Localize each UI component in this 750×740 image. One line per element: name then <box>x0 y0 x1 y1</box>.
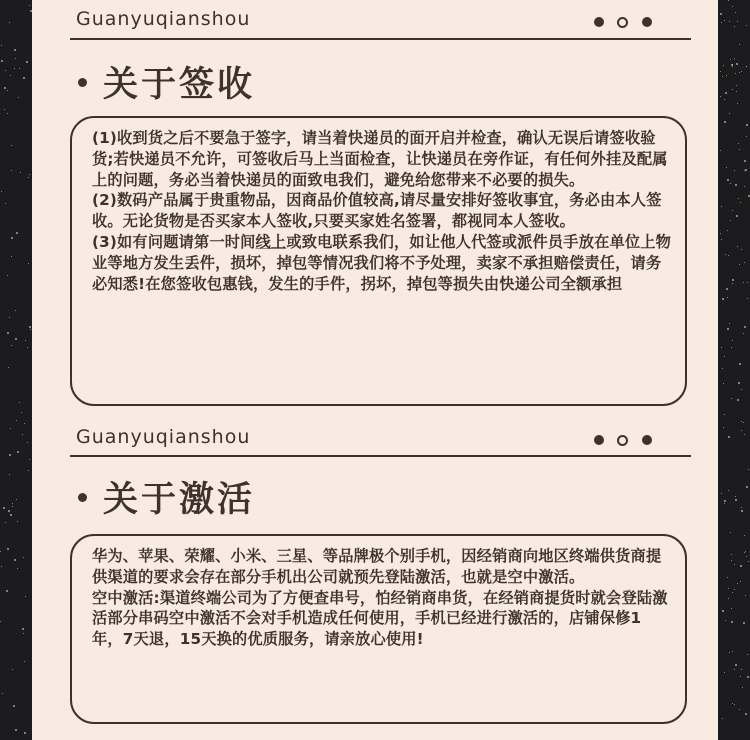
star-speck <box>16 420 17 421</box>
star-speck <box>11 345 12 346</box>
star-speck <box>28 263 29 264</box>
star-speck <box>738 198 739 199</box>
star-speck <box>17 451 19 453</box>
star-speck <box>13 705 15 707</box>
star-speck <box>731 347 732 348</box>
star-speck <box>732 89 733 90</box>
star-speck <box>11 145 12 146</box>
star-speck <box>24 732 26 734</box>
star-speck <box>734 669 735 670</box>
star-speck <box>720 233 721 234</box>
star-speck <box>11 256 12 257</box>
star-speck <box>736 63 738 65</box>
brand-label: Guanyuqianshou <box>76 426 251 448</box>
star-speck <box>747 654 748 655</box>
star-speck <box>747 282 748 283</box>
star-speck <box>741 430 742 431</box>
star-speck <box>1 45 2 46</box>
star-speck <box>724 414 725 415</box>
star-speck <box>7 275 8 276</box>
star-speck <box>24 661 25 662</box>
star-speck <box>6 590 8 592</box>
star-speck <box>26 61 28 63</box>
star-speck <box>748 195 750 197</box>
dots-decoration <box>594 434 656 448</box>
star-speck <box>739 363 741 365</box>
star-speck <box>11 170 12 171</box>
star-speck <box>734 704 735 705</box>
star-speck <box>722 718 723 719</box>
star-speck <box>720 13 722 15</box>
star-speck <box>747 298 748 299</box>
star-speck <box>10 75 11 76</box>
paragraph: (1)收到货之后不要急于签字，请当着快递员的面开启并检查，确认无误后请签收验货;若快递员不允许，可签收后马上当面检查，让快递员在旁作证，有任何外挂及配属上的问题，务必当着快递员的面致电我们，避免给您带来不必要的损失。 <box>92 129 668 189</box>
star-speck <box>741 389 742 390</box>
star-speck <box>726 288 728 290</box>
star-speck <box>731 554 732 555</box>
star-speck <box>4 87 6 89</box>
star-speck <box>15 729 17 731</box>
star-speck <box>739 709 740 710</box>
star-speck <box>748 561 749 562</box>
star-speck <box>743 282 744 283</box>
star-speck <box>739 264 740 265</box>
star-speck <box>722 298 724 300</box>
star-speck <box>22 628 24 630</box>
star-speck <box>745 713 747 715</box>
star-speck <box>30 329 31 330</box>
star-speck <box>729 113 730 114</box>
star-speck <box>744 535 745 536</box>
star-speck <box>736 91 737 92</box>
star-speck <box>746 556 747 557</box>
star-speck <box>14 68 15 69</box>
star-speck <box>24 423 25 424</box>
star-speck <box>9 474 10 475</box>
star-speck <box>9 317 10 318</box>
star-speck <box>15 310 16 311</box>
star-speck <box>23 557 24 558</box>
signing-text-box <box>70 116 687 406</box>
star-speck <box>741 507 742 508</box>
star-speck <box>735 184 737 186</box>
star-speck <box>744 186 745 187</box>
star-speck <box>18 97 19 98</box>
star-speck <box>737 246 738 247</box>
star-speck <box>727 179 729 181</box>
star-speck <box>744 160 746 162</box>
dot-icon <box>594 435 604 445</box>
star-speck <box>720 96 721 97</box>
divider <box>70 455 691 457</box>
star-speck <box>732 592 733 593</box>
star-speck <box>1 191 2 192</box>
star-speck <box>16 499 17 500</box>
star-speck <box>730 532 731 533</box>
star-speck <box>745 595 746 596</box>
star-speck <box>740 202 741 203</box>
star-speck <box>7 332 9 334</box>
star-speck <box>737 21 738 22</box>
paragraph: (2)数码产品属于贵重物品，因商品价值较高,请尽量安排好签收事宜，务必由本人签收。无论货物是否买家本人签收,只要买家姓名签署，都视同本人签收。 <box>92 191 662 231</box>
star-speck <box>27 347 28 348</box>
star-speck <box>728 588 729 589</box>
paragraph: 华为、苹果、荣耀、小米、三星、等品牌极个别手机，因经销商向地区终端供货商提供渠道的要求会存在部分手机出公司就预先登陆激活，也就是空中激活。 <box>92 547 662 586</box>
star-speck <box>726 75 727 76</box>
star-speck <box>12 669 13 670</box>
star-speck <box>721 206 722 207</box>
star-speck <box>9 22 10 23</box>
dot-icon <box>594 17 604 27</box>
star-speck <box>730 220 731 221</box>
star-speck <box>725 92 727 94</box>
star-speck <box>743 422 744 423</box>
star-speck <box>724 20 725 21</box>
star-speck <box>28 470 29 471</box>
star-speck <box>5 203 6 204</box>
star-speck <box>722 610 724 612</box>
star-speck <box>1 60 3 62</box>
star-speck <box>737 399 739 401</box>
star-speck <box>721 347 722 348</box>
star-speck <box>731 64 733 66</box>
star-speck <box>723 65 724 66</box>
star-speck <box>14 559 16 561</box>
bullet-icon <box>78 493 87 502</box>
star-speck <box>725 254 726 255</box>
star-speck <box>731 560 732 561</box>
activation-text-box <box>70 534 687 724</box>
star-speck <box>726 167 727 168</box>
star-speck <box>735 496 736 497</box>
star-speck <box>727 577 728 578</box>
star-speck <box>744 326 746 328</box>
star-speck <box>728 598 729 599</box>
star-speck <box>728 255 729 256</box>
star-speck <box>730 183 731 184</box>
star-speck <box>721 239 722 240</box>
star-speck <box>17 521 18 522</box>
star-speck <box>727 297 728 298</box>
star-speck <box>735 12 736 13</box>
star-speck <box>8 510 10 512</box>
star-speck <box>16 232 18 234</box>
star-speck <box>727 328 729 330</box>
star-speck <box>747 676 749 678</box>
star-speck <box>12 503 13 504</box>
star-speck <box>732 279 734 281</box>
star-speck <box>734 589 735 590</box>
star-speck <box>723 383 724 384</box>
star-speck <box>732 651 733 652</box>
star-speck <box>742 687 743 688</box>
star-speck <box>739 149 740 150</box>
star-speck <box>737 583 738 584</box>
star-speck <box>735 73 736 74</box>
ring-icon <box>617 435 628 446</box>
star-speck <box>740 565 742 567</box>
star-speck <box>724 672 725 673</box>
star-speck <box>743 333 744 334</box>
dot-icon <box>642 435 652 445</box>
ring-icon <box>617 17 628 28</box>
star-speck <box>724 356 725 357</box>
star-speck <box>28 177 29 178</box>
paragraph: 空中激活:渠道终端公司为了方便查串号，怕经销商串货，在经销商提货时就会登陆激活部分串码空中激活不会对手机造成任何使用，手机已经进行激活的，店铺保修1年，7天退，15天换的优质服务，请亲放心使用! <box>92 588 668 649</box>
star-speck <box>740 676 741 677</box>
star-speck <box>732 210 733 211</box>
bullet-icon <box>78 78 87 87</box>
star-speck <box>22 434 23 435</box>
star-speck <box>741 249 742 250</box>
star-speck <box>746 136 747 137</box>
star-speck <box>745 169 747 171</box>
star-speck <box>722 76 723 77</box>
star-speck <box>8 367 9 368</box>
star-speck <box>748 469 749 470</box>
star-speck <box>734 58 735 59</box>
star-speck <box>728 0 729 1</box>
star-speck <box>15 58 16 59</box>
star-speck <box>746 25 747 26</box>
star-speck <box>10 514 12 516</box>
section-title: 关于签收 <box>103 65 256 105</box>
star-speck <box>0 551 1 552</box>
star-speck <box>5 70 6 71</box>
star-speck <box>29 5 30 6</box>
star-speck <box>25 340 26 341</box>
star-speck <box>7 90 8 91</box>
star-speck <box>732 340 733 341</box>
divider <box>70 38 691 40</box>
star-speck <box>738 143 739 144</box>
star-speck <box>0 621 1 622</box>
star-speck <box>721 22 722 23</box>
star-speck <box>729 652 730 653</box>
star-speck <box>7 113 8 114</box>
dot-icon <box>642 17 652 27</box>
star-speck <box>740 581 741 582</box>
star-speck <box>741 669 742 670</box>
star-speck <box>2 693 3 694</box>
star-speck <box>10 428 11 429</box>
star-speck <box>725 620 726 621</box>
star-speck <box>19 402 20 403</box>
star-speck <box>734 170 735 171</box>
paragraph-part: 或致电联系我们，如让他人代签或派件员手放在单位上物业等地方发生丢件，损坏，掉包等情况我们将不予处理，卖家不承担赔偿责任，请务必知悉!在您签收包惠钱，发生的手件，拐坏，掉包等损失由快递公司全额承担 <box>92 232 672 293</box>
brand-label: Guanyuqianshou <box>76 8 251 30</box>
star-speck <box>720 150 721 151</box>
section-heading-signing <box>78 57 255 107</box>
star-speck <box>736 215 738 217</box>
star-speck <box>720 71 721 72</box>
star-speck <box>722 368 723 369</box>
star-speck <box>29 326 31 328</box>
star-speck <box>1 566 2 567</box>
star-speck <box>7 548 9 550</box>
star-speck <box>4 109 5 110</box>
star-speck <box>738 382 740 384</box>
star-speck <box>739 44 740 45</box>
star-speck <box>732 703 733 704</box>
star-speck <box>724 99 725 100</box>
star-speck <box>727 230 728 231</box>
paragraph-part: (3)如有问题请第一时间 <box>92 232 256 251</box>
star-speck <box>744 434 745 435</box>
star-speck <box>734 564 735 565</box>
star-speck <box>745 551 746 552</box>
star-speck <box>736 85 737 86</box>
star-speck <box>731 621 733 623</box>
star-speck <box>29 174 30 175</box>
star-speck <box>27 442 28 443</box>
star-speck <box>724 500 726 502</box>
star-speck <box>729 323 730 324</box>
star-speck <box>23 633 24 634</box>
section-heading-activation <box>78 472 255 522</box>
star-speck <box>724 121 726 123</box>
star-speck <box>746 486 748 488</box>
star-speck <box>746 66 747 67</box>
star-speck <box>29 459 30 460</box>
star-speck <box>746 124 748 126</box>
star-speck <box>730 59 731 60</box>
section-title: 关于激活 <box>103 480 256 520</box>
star-speck <box>12 506 13 507</box>
star-speck <box>11 237 13 239</box>
star-speck <box>739 72 740 73</box>
star-speck <box>25 596 26 597</box>
star-speck <box>724 503 725 504</box>
star-speck <box>731 608 732 609</box>
star-speck <box>734 26 735 27</box>
star-speck <box>732 6 733 7</box>
star-speck <box>735 664 737 666</box>
star-speck <box>5 522 6 523</box>
star-speck <box>21 412 22 413</box>
star-speck <box>741 421 742 422</box>
star-speck <box>721 493 722 494</box>
star-speck <box>15 338 17 340</box>
star-speck <box>729 21 730 22</box>
star-speck <box>741 71 742 72</box>
star-speck <box>741 510 743 512</box>
star-speck <box>728 436 730 438</box>
star-speck <box>19 68 20 69</box>
star-speck <box>20 172 21 173</box>
paragraph <box>92 232 671 294</box>
star-speck <box>723 427 724 428</box>
star-speck <box>744 262 745 263</box>
star-speck <box>737 103 738 104</box>
star-speck <box>17 568 18 569</box>
star-speck <box>23 77 25 79</box>
star-speck <box>735 499 737 501</box>
star-speck <box>9 454 11 456</box>
star-speck <box>743 622 745 624</box>
dots-decoration <box>594 16 656 30</box>
star-speck <box>732 283 733 284</box>
star-speck <box>728 490 729 491</box>
online-link[interactable]: 线上 <box>255 232 287 251</box>
star-speck <box>3 507 5 509</box>
star-speck <box>14 49 16 51</box>
star-speck <box>731 398 732 399</box>
